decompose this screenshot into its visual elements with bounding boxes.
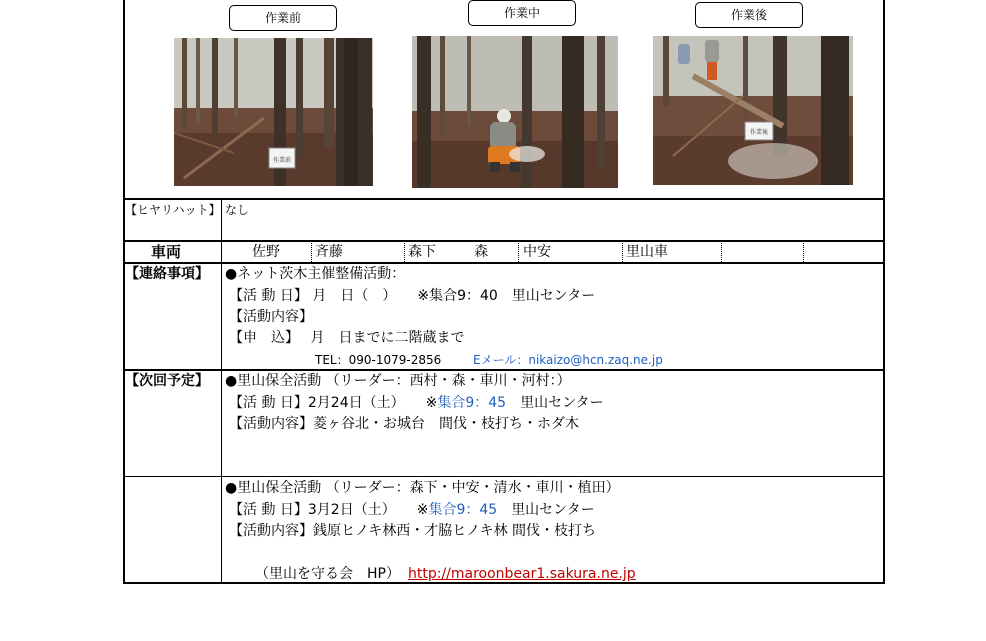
next-a-date — [229, 393, 604, 413]
contact-line-1: ●ネット茨木主催整備活動： — [225, 266, 406, 282]
vehicle-cell-2: 斉藤 — [315, 244, 343, 260]
photo-after-image — [653, 36, 853, 185]
vehicle-cell-4: 森 — [474, 244, 488, 260]
hiyari-label: 【ヒヤリハット】 — [125, 203, 221, 217]
contact-label: 【連絡事項】 — [125, 266, 209, 282]
next-b-date — [229, 500, 595, 520]
contact-line-4: 【申 込】 月 日までに二階蔵まで — [229, 330, 465, 346]
photo-before — [174, 38, 373, 186]
hp-link[interactable]: http://maroonbear1.sakura.ne.jp — [408, 566, 636, 582]
vehicle-sep-6 — [803, 241, 804, 262]
photo-label-during: 作業中 — [468, 0, 576, 26]
vehicle-cell-6: 里山車 — [626, 244, 668, 260]
rule-top-vehicles — [125, 240, 883, 242]
photo-before-sign: 作業前 — [272, 157, 292, 164]
vehicle-sep-5 — [721, 241, 722, 262]
vehicle-cell-3: 森下 — [408, 244, 436, 260]
photo-label-before: 作業前 — [229, 5, 337, 31]
vehicle-sep-3 — [518, 241, 519, 262]
vehicle-cell-5: 中安 — [523, 244, 551, 260]
next-b-date-text: 【活 動 日】3月2日（土） ※ — [229, 502, 429, 518]
photo-during — [412, 36, 618, 188]
next-b-place: 里山センター — [511, 502, 595, 518]
contact-line-3: 【活動内容】 — [229, 309, 313, 325]
vehicle-sep-4 — [622, 241, 623, 262]
contact-line-2: 【活 動 日】 月 日（ ） ※集合9：40 里山センター — [229, 288, 596, 304]
contact-email[interactable]: Eメール：nikaizo@hcn.zaq.ne.jp — [473, 353, 663, 367]
photo-during-image — [412, 36, 618, 188]
next-a-time: 集合9：45 — [437, 395, 507, 411]
vehicle-sep-2 — [404, 241, 405, 262]
photo-after-sign: 作業後 — [749, 129, 769, 136]
photo-label-after: 作業後 — [695, 2, 803, 28]
contact-tel: TEL：090-1079-2856 — [315, 353, 442, 367]
next-a-place: 里山センター — [520, 395, 604, 411]
next-b-line-1: ●里山保全活動 （リーダー：森下・中安・清水・車川・植田） — [225, 480, 620, 496]
vehicle-sep-1 — [311, 241, 312, 262]
photo-after — [653, 36, 853, 185]
next-label: 【次回予定】 — [125, 373, 209, 389]
column-separator — [221, 199, 222, 583]
next-b-content: 【活動内容】銭原ヒノキ林西・才脇ヒノキ林 間伐・枝打ち — [229, 523, 597, 539]
report-sheet — [123, 0, 885, 584]
vehicles-label: 車両 — [151, 243, 182, 261]
next-a-date-text: 【活 動 日】2月24日（土） ※ — [229, 395, 438, 411]
photo-before-image — [174, 38, 373, 186]
next-b-time: 集合9：45 — [428, 502, 498, 518]
hiyari-value: なし — [225, 203, 250, 217]
hp-label: （里山を守る会 HP） — [255, 566, 400, 582]
rule-next-divider — [125, 476, 883, 477]
vehicle-cell-1: 佐野 — [252, 244, 280, 260]
next-a-line-1: ●里山保全活動 （リーダー：西村・森・車川・河村：） — [225, 373, 571, 389]
next-a-content: 【活動内容】菱ヶ谷北・お城台 間伐・枝打ち・ホダ木 — [229, 416, 579, 432]
